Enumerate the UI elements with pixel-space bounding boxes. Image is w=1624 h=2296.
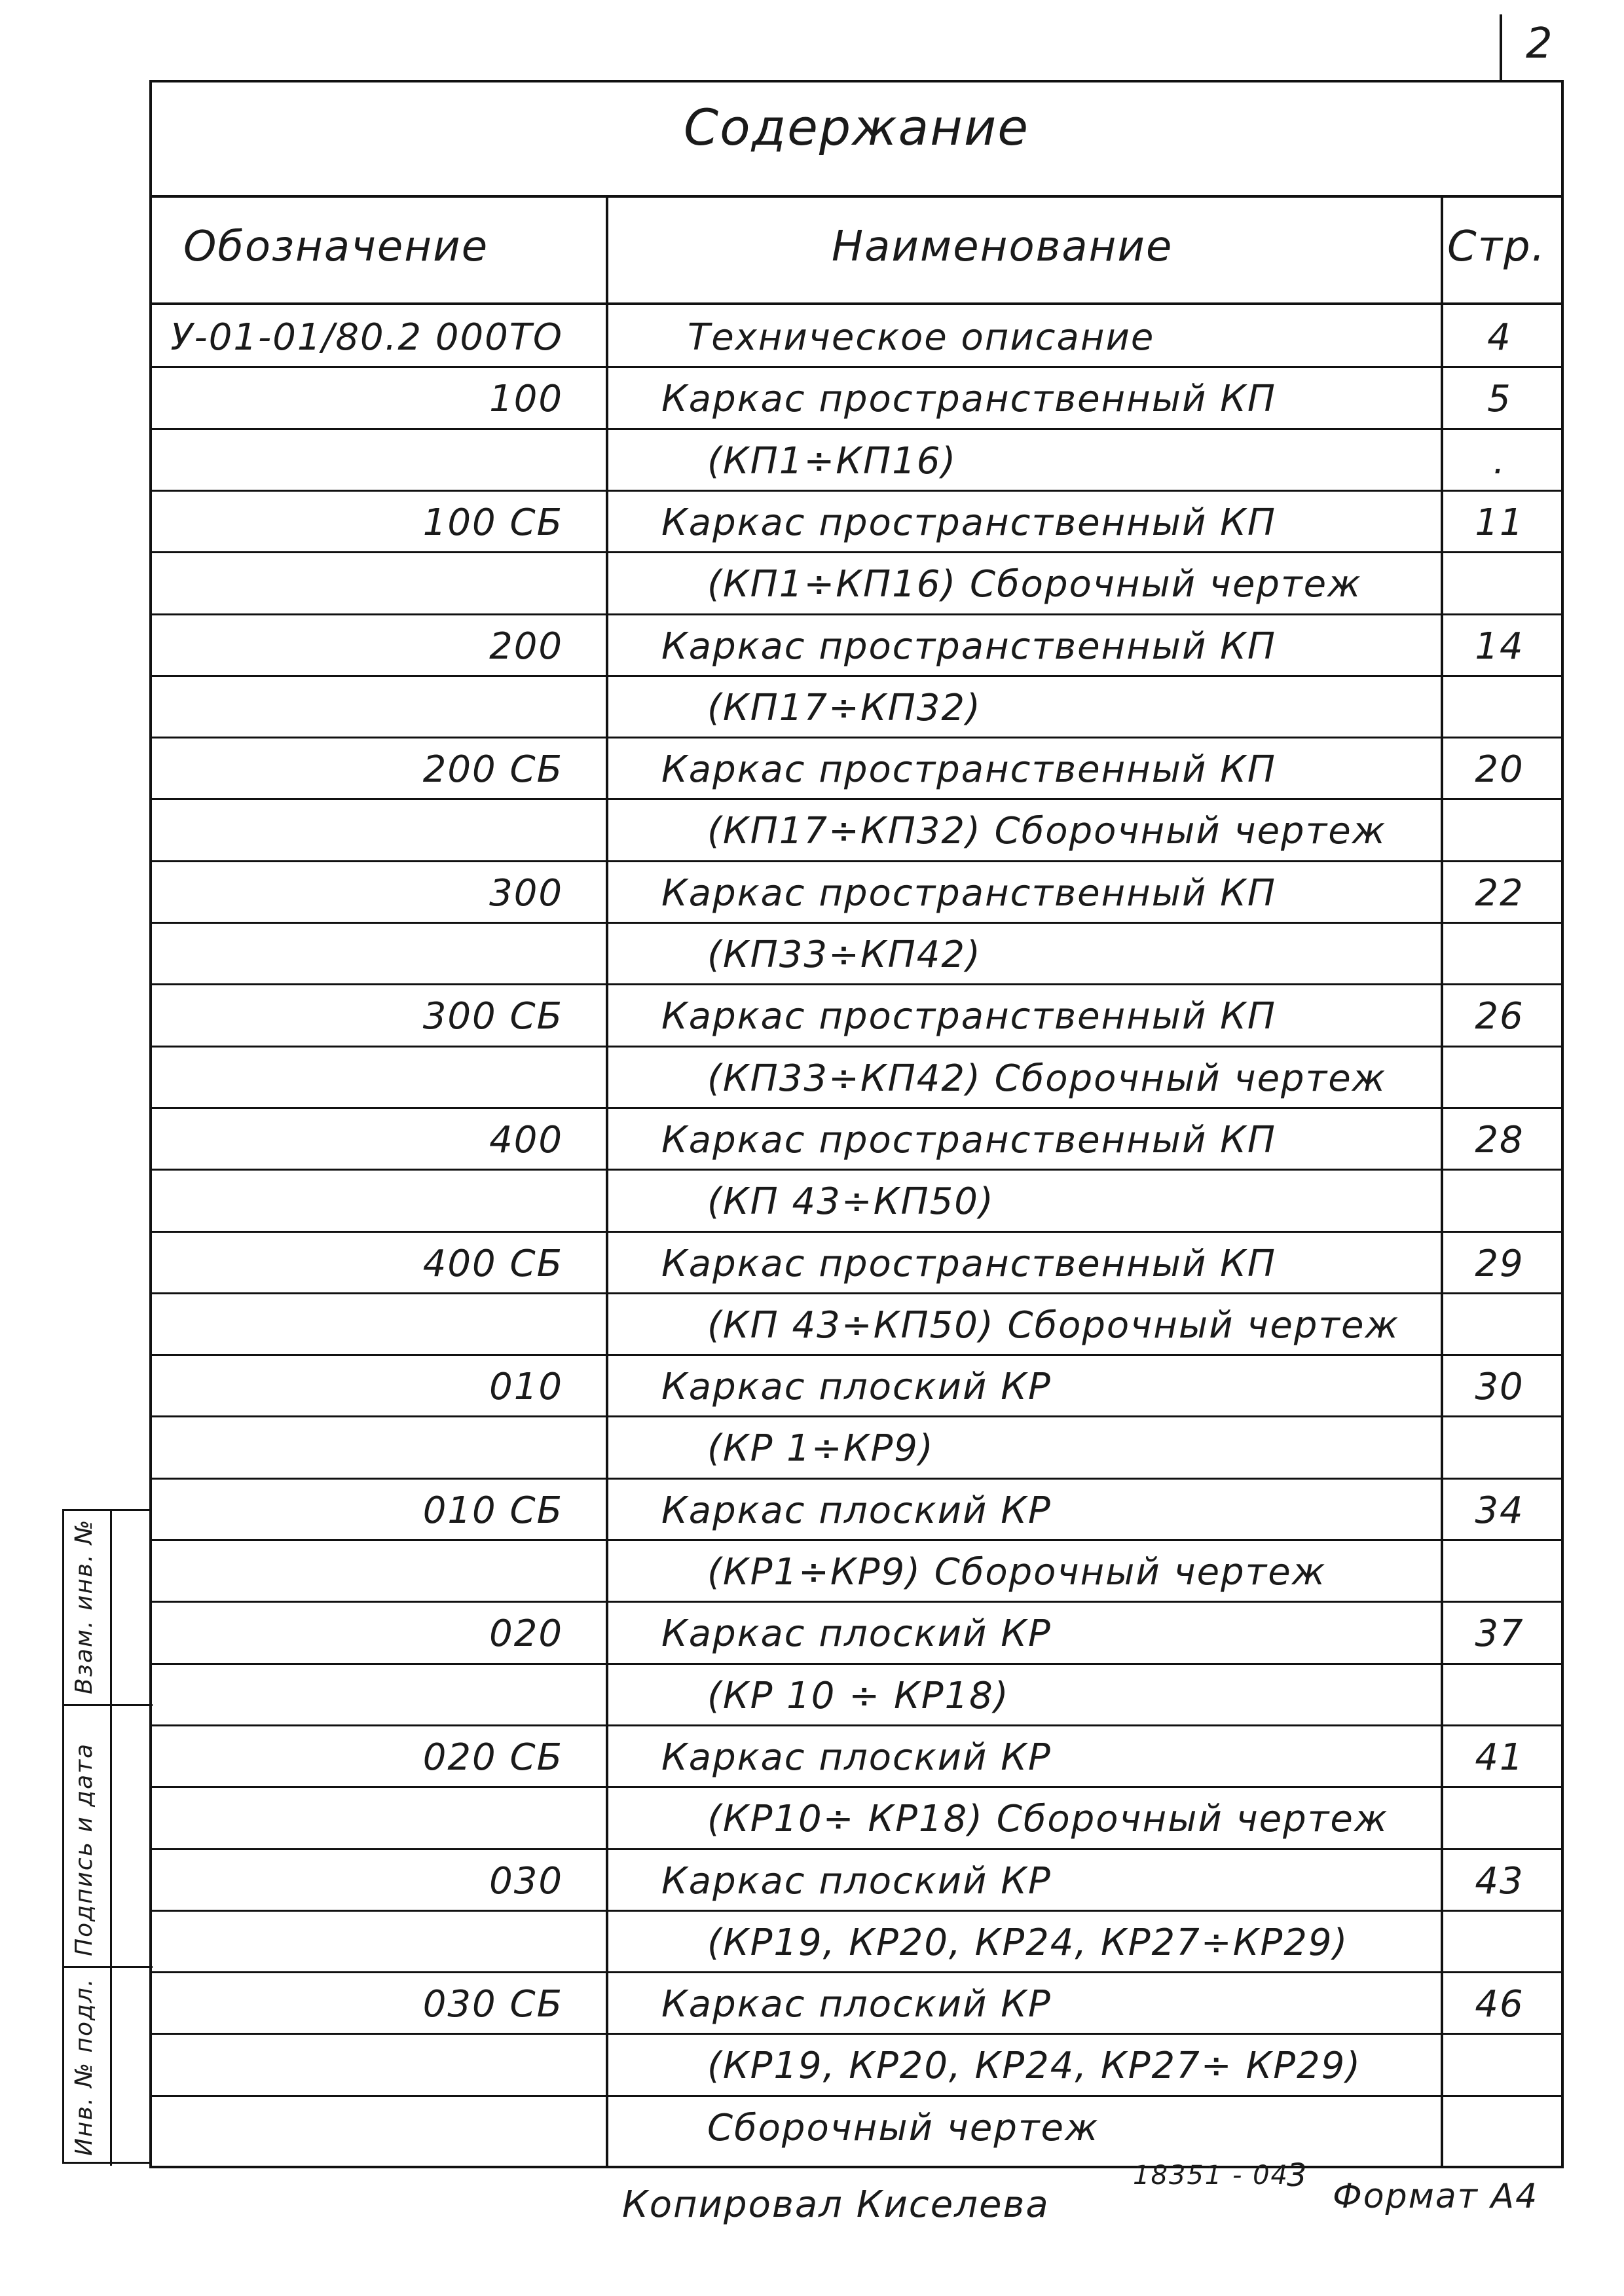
row-divider	[149, 428, 1564, 430]
row-page: 43	[1475, 1859, 1524, 1903]
row-page: 22	[1475, 871, 1524, 915]
row-page: 4	[1487, 316, 1512, 359]
row-code: 010 СБ	[422, 1489, 563, 1532]
row-name: Каркас пространственный КП	[661, 1118, 1277, 1161]
row-code: 030	[489, 1859, 563, 1903]
row-code: 020	[489, 1613, 563, 1656]
row-divider	[149, 1786, 1564, 1788]
row-name: (КР10÷ КР18) Сборочный чертеж	[707, 1798, 1389, 1841]
page-title: Содержание	[684, 98, 1029, 156]
row-divider	[149, 860, 1564, 862]
row-name: Каркас плоский КР	[661, 1983, 1052, 2026]
row-name: (КП17÷КП32) Сборочный чертеж	[707, 810, 1387, 853]
row-divider	[149, 1354, 1564, 1356]
footer-sheet: 3	[1287, 2157, 1308, 2194]
row-code: 300 СБ	[422, 995, 563, 1038]
row-name: (КР 1÷КР9)	[707, 1427, 934, 1470]
row-divider	[149, 1910, 1564, 1912]
row-divider	[149, 983, 1564, 985]
row-code: 400 СБ	[422, 1242, 563, 1285]
row-code: 030 СБ	[422, 1983, 563, 2026]
row-divider	[149, 675, 1564, 677]
row-divider	[149, 366, 1564, 368]
row-name: (КР 10 ÷ КР18)	[707, 1674, 1010, 1717]
row-divider	[149, 737, 1564, 738]
row-divider	[149, 1415, 1564, 1417]
stamp-divider-1	[64, 1704, 153, 1706]
row-page: 34	[1475, 1489, 1524, 1532]
row-divider	[149, 1107, 1564, 1109]
header-divider	[149, 302, 1564, 305]
row-code: 300	[489, 871, 563, 915]
row-page: 41	[1475, 1736, 1524, 1779]
row-divider	[149, 1663, 1564, 1665]
row-name: Каркас пространственный КП	[661, 378, 1277, 421]
row-name: (КП1÷КП16)	[707, 439, 957, 483]
row-name: Каркас плоский КР	[661, 1613, 1052, 1656]
header-page: Стр.	[1447, 223, 1546, 271]
row-name: Каркас плоский КР	[661, 1736, 1052, 1779]
row-divider	[149, 613, 1564, 615]
row-name: (КП17÷КП32)	[707, 686, 982, 729]
row-name: (КР19, КР20, КР24, КР27÷КР29)	[707, 1921, 1349, 1964]
row-divider	[149, 1292, 1564, 1294]
row-name: Каркас пространственный КП	[661, 995, 1277, 1038]
row-code: У-01-01/80.2 000ТО	[170, 316, 563, 359]
row-name: Каркас плоский КР	[661, 1366, 1052, 1409]
row-code: 100 СБ	[422, 501, 563, 544]
page-number: 2	[1526, 20, 1554, 68]
row-name: Техническое описание	[688, 316, 1155, 359]
row-code: 020 СБ	[422, 1736, 563, 1779]
row-page: .	[1493, 439, 1506, 483]
stamp-bottom-label: Инв. № подл.	[71, 1977, 98, 2156]
row-page: 29	[1475, 1242, 1524, 1285]
row-code: 200 СБ	[422, 748, 563, 792]
row-divider	[149, 2033, 1564, 2035]
stamp-middle-label: Подпись и дата	[71, 1742, 98, 1956]
column-divider-2	[1441, 196, 1443, 2167]
row-divider	[149, 1539, 1564, 1541]
title-divider	[149, 195, 1564, 198]
row-divider	[149, 1724, 1564, 1726]
row-divider	[149, 551, 1564, 553]
header-designation: Обозначение	[183, 223, 489, 271]
row-name: Сборочный чертеж	[707, 2106, 1099, 2149]
row-divider	[149, 1478, 1564, 1480]
row-name: Каркас плоский КР	[661, 1489, 1052, 1532]
row-name: (КП33÷КП42) Сборочный чертеж	[707, 1057, 1387, 1100]
stamp-top-label: Взам. инв. №	[71, 1518, 98, 1694]
stamp-divider-2	[64, 1966, 153, 1968]
row-name: Каркас плоский КР	[661, 1859, 1052, 1903]
header-name: Наименование	[832, 223, 1173, 271]
row-divider	[149, 1169, 1564, 1171]
row-page: 14	[1475, 625, 1524, 668]
row-divider	[149, 798, 1564, 800]
row-name: (КР1÷КР9) Сборочный чертеж	[707, 1551, 1327, 1594]
row-divider	[149, 2095, 1564, 2097]
row-code: 010	[489, 1366, 563, 1409]
row-divider	[149, 1601, 1564, 1603]
stamp-inner-line	[110, 1511, 112, 2166]
row-page: 28	[1475, 1118, 1524, 1161]
row-page: 46	[1475, 1983, 1524, 2026]
row-divider	[149, 1231, 1564, 1233]
row-divider	[149, 490, 1564, 492]
row-code: 200	[489, 625, 563, 668]
row-name: (КП33÷КП42)	[707, 934, 982, 976]
row-code: 100	[489, 378, 563, 421]
row-page: 20	[1475, 748, 1524, 792]
row-name: (КП1÷КП16) Сборочный чертеж	[707, 563, 1362, 606]
row-name: Каркас пространственный КП	[661, 748, 1277, 792]
row-name: (КП 43÷КП50) Сборочный чертеж	[707, 1303, 1399, 1347]
row-name: Каркас пространственный КП	[661, 871, 1277, 915]
side-stamp	[62, 1509, 151, 2164]
footer-doc-number: 18351 - 04	[1133, 2160, 1289, 2191]
row-page: 11	[1475, 501, 1524, 544]
row-divider	[149, 1848, 1564, 1850]
row-page: 37	[1475, 1613, 1524, 1656]
row-page: 30	[1475, 1366, 1524, 1409]
footer-copied-by: Копировал Киселева	[622, 2183, 1050, 2226]
row-page: 5	[1487, 378, 1512, 421]
row-divider	[149, 1046, 1564, 1048]
row-divider	[149, 922, 1564, 924]
column-divider-1	[606, 196, 608, 2167]
footer-format: Формат А4	[1333, 2177, 1539, 2216]
row-name: (КП 43÷КП50)	[707, 1180, 995, 1224]
row-name: (КР19, КР20, КР24, КР27÷ КР29)	[707, 2045, 1362, 2088]
row-code: 400	[489, 1118, 563, 1161]
row-name: Каркас пространственный КП	[661, 1242, 1277, 1285]
row-divider	[149, 1971, 1564, 1973]
row-name: Каркас пространственный КП	[661, 625, 1277, 668]
row-page: 26	[1475, 995, 1524, 1038]
row-name: Каркас пространственный КП	[661, 501, 1277, 544]
